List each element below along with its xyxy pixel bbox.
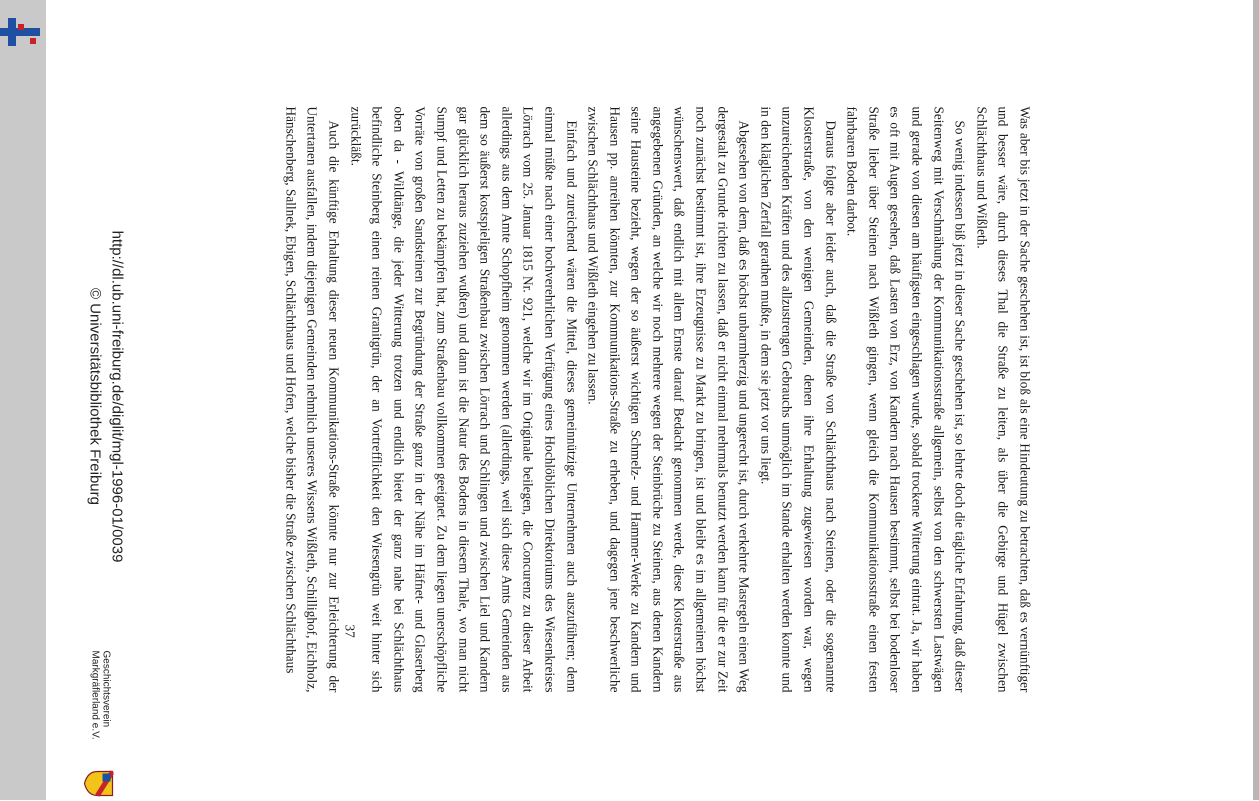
paragraph: Einfach und zureichend wären die Mittel, dieses gemeinnützige Unternehmen auch auszuführen; denn einmal müßte nach einer hochverehrlichen Verfügung eines Hochlöblichen Direktoriums des Wiesenkreises Lörrach vom 25. Januar 1815 Nr. 921, welche wir im Originale beilegen, die Concurenz zu dieser Arbeit allerdings aus dem Amte Schopfheim genommen werden (allerdings, weil sich diese Amts Gemeinden aus dem so äußerst kostspieligen Straßenbau zwischen Lörrach und Schlingen und zwischen Liel und Kandern gar glücklich heraus zuziehen wußten) und dann ist die Natur des Bodens in diesem Thale, wo man nicht Sumpf und Letten zu bekämpfen hat, zum Straßenbau vollkommen geeignet. Zu dem liegen unerschöpfliche Vorräte von großen Sandsteinen zur Begründung der Straße ganz in der Nähe im Häfnet- und Glaserberg oben da - Wildtänge, die jeder Witterung trotzen und endlich bietet der ganz nahe bei Schlächthaus befindliche Steinberg einen reinen Granitgrün, der an Vortrefflichkeit den Wiesengrün weit hinter sich zurückläßt. [347, 106, 579, 693]
document-page [46, 0, 1253, 800]
left-viewer-strip [0, 0, 46, 800]
permalink-url[interactable]: http://dl.ub.uni-freiburg.de/diglit/mgl-1996-01/0039 [108, 230, 125, 563]
body-text [279, 107, 1035, 693]
rotated-page-content [46, 1, 1253, 801]
paragraph: Auch die künftige Erhaltung dieser neuen Kommunikations-Straße könnte nur zur Erleichterung der Untertanen ausfallen, indem diejenigen Gemeinden nehmlich unseres Wissens Wißleth, Schillighof, Eichholz, Hänschenberg, Sallnek, Ebigen, Schlächthaus und Hofen, welche bisher die Straße zwischen Schlächthaus [282, 106, 341, 693]
society-name [89, 651, 111, 761]
society-crest-icon [83, 771, 113, 797]
paragraph: Abgesehen von dem, daß es höchst unbarmherzig und ungerecht ist, durch verkehrte Masregeln einen Weg dergestalt zu Grunde richten zu lassen, daß er nicht einmal mehrmals benutzt werden kann für die er zur Zeit noch zunächst bestimmt ist, ihre Erzeugnisse zu Markt zu bringen, ist und bleibt es im allgemeinen höchst wünschenswert, daß endlich mit allem Ernste darauf Bedacht genommen werde, diese Klosterstraße aus angegebenen Gründen, an welche wir noch mehrere wegen der Steinbrüche zu Steinen, aus denen Kandern seine Hausteine bezieht, wegen der so äußerst wichtigen Schmelz- und Hammer-Werke zu Kandern und Hausen pp. anreihen könnten, zur Kommunikations-Straße zu erheben, und dagegen jene beschwerliche zwischen Schlächthaus und Wißleth eingehen zu lassen. [585, 106, 752, 693]
right-viewer-strip [1253, 0, 1259, 800]
paragraph: Daraus folgte aber leider auch, daß die Straße von Schlächthaus nach Steinen, oder die sogenannte Klosterstraße, von den wenigen Gemeinden, denen ihre Erhaltung zugewiesen worden war, wegen unzureichenden Kräften und des allzustrengen Gebrauchs unmöglich im Stande erhalten werden konnte und in den kläglichen Zerfall gerathen mußte, in dem sie jetzt vor uns liegt. [757, 106, 838, 693]
viewer-logo-icon[interactable] [0, 14, 40, 50]
society-line-1: Geschichtsverein [100, 650, 111, 728]
page-number: 37 [342, 624, 357, 638]
copyright-notice: © Universitätsbibliothek Freiburg [86, 288, 103, 505]
paragraph: So wenig indessen biß jetzt in dieser Sache geschehen ist, so lehrte doch die tägliche Erfahrung, daß dieser Seitenweg mit Verschmähung der Kommunikationsstraße allgemein, selbst von den schwersten Lastwägen und gerade von diesen am häufigsten eingeschlagen wurde, sobald trockene Witterung eintrat. Ja, wir haben es oft mit Augen gesehen, daß Lasten von Erz, von Kandern nach Hausen bestimmt, selbst bei bodenloser Straße lieber über Steinen nach Wißleth gingen, wenn gleich die Kommunikationsstraße einen festen fahrbaren Boden darbot. [844, 106, 968, 693]
paragraph: Was aber bis jetzt in der Sache geschehen ist, ist bloß als eine Hindeutung zu betrachten, daß es vernünftiger und besser wäre, durch dieses Thal die Straße zu leiten, als über die Gebirge und Hügel zwischen Schlächthaus und Wißleth. [973, 106, 1032, 693]
society-line-2: Markgräflerland e.V. [89, 650, 100, 740]
